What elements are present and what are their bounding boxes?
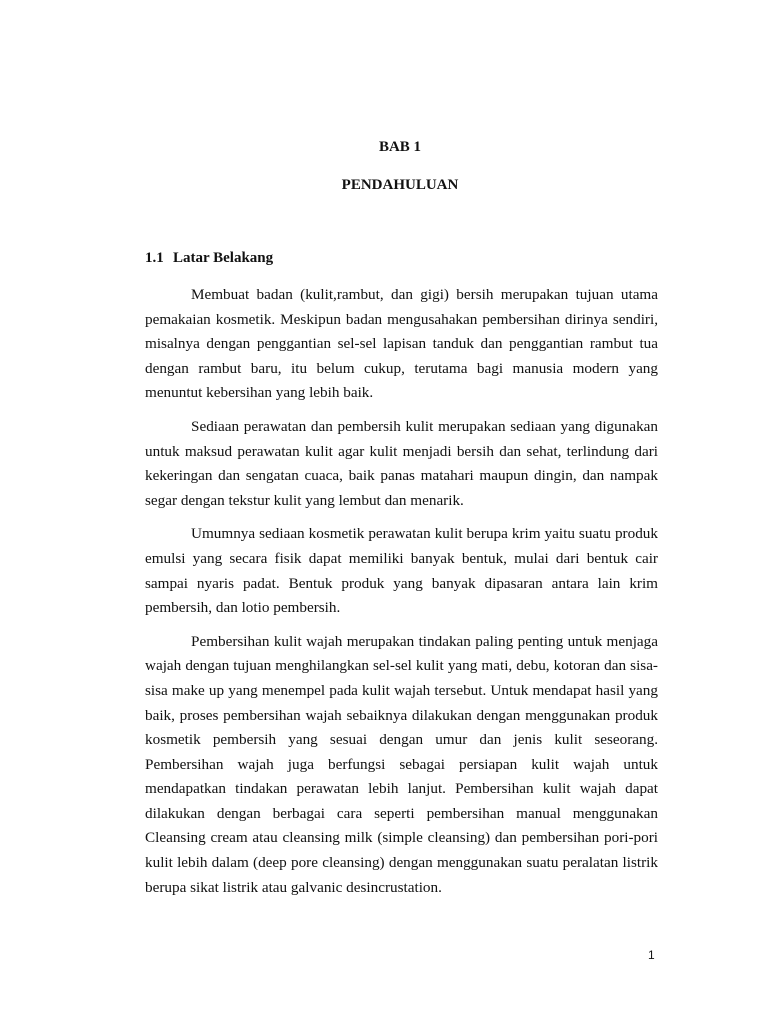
body-text: [145, 283, 658, 909]
paragraph: Sediaan perawatan dan pembersih kulit merupakan sediaan yang digunakan untuk maksud perawatan kulit agar kulit menjadi bersih dan sehat, terlindung dari kekeringan dan sengatan cuaca, baik panas matahari maupun dingin, dan nampak segar dengan tekstur kulit yang lembut dan menarik.: [145, 417, 658, 509]
section-heading: [145, 248, 273, 268]
section-number: 1.1: [145, 250, 164, 266]
paragraph: Membuat badan (kulit,rambut, dan gigi) bersih merupakan tujuan utama pemakaian kosmetik. Meskipun badan mengusahakan pembersihan dirinya sendiri, misalnya dengan penggantian sel-sel lapisan tanduk dan penggantian rambut tua dengan rambut baru, itu belum cukup, terutama bagi manusia modern yang menuntut kebersihan yang lebih baik.: [145, 286, 658, 402]
paragraph: Pembersihan kulit wajah merupakan tindakan paling penting untuk menjaga wajah dengan tujuan menghilangkan sel-sel kulit yang mati, debu, kotoran dan sisa-sisa make up yang menempel pada kulit wajah tersebut. Untuk mendapat hasil yang baik, proses pembersihan wajah sebaiknya dilakukan dengan menggunakan produk kosmetik pembersih yang sesuai dengan umur dan jenis kulit seseorang. Pembersihan wajah juga berfungsi sebagai persiapan kulit wajah untuk mendapatkan tindakan perawatan lebih lanjut. Pembersihan kulit wajah dapat dilakukan dengan berbagai cara seperti pembersihan manual menggunakan Cleansing cream atau cleansing milk (simple cleansing) dan pembersihan pori-pori kulit lebih dalam (deep pore cleansing) dengan menggunakan suatu peralatan listrik berupa sikat listrik atau galvanic desincrustation.: [145, 632, 658, 896]
chapter-title: PENDAHULUAN: [341, 177, 459, 193]
section-title: Latar Belakang: [173, 250, 274, 266]
page-number: 1: [648, 948, 655, 962]
chapter-number: BAB 1: [378, 139, 422, 155]
paragraph: Umumnya sediaan kosmetik perawatan kulit berupa krim yaitu suatu produk emulsi yang secara fisik dapat memiliki banyak bentuk, mulai dari bentuk cair sampai nyaris padat. Bentuk produk yang banyak dipasaran antara lain krim pembersih, dan lotio pembersih.: [145, 525, 658, 617]
